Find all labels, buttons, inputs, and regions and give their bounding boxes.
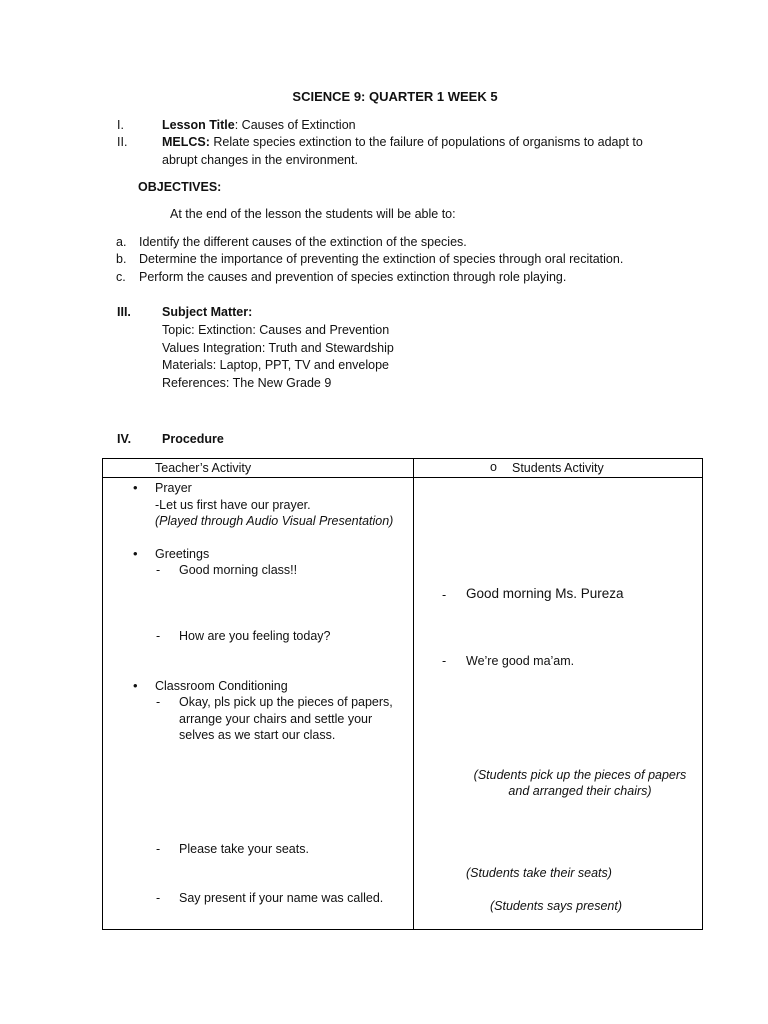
objective-a-letter: a. [116, 235, 127, 249]
take-seats-instruction: Please take your seats. [179, 842, 309, 856]
dash-icon: - [156, 695, 161, 709]
procedure-table [102, 458, 703, 930]
lesson-title-label: Lesson Title [162, 118, 235, 132]
student-response-seats: (Students take their seats) [466, 866, 612, 880]
subject-matter-heading: Subject Matter: [162, 305, 253, 319]
teacher-activity-header-cell [103, 459, 414, 478]
subject-materials: Materials: Laptop, PPT, TV and envelope [162, 358, 389, 372]
prayer-title: Prayer [155, 481, 192, 495]
document-title: SCIENCE 9: QUARTER 1 WEEK 5 [292, 89, 498, 104]
procedure-table-body-row [103, 478, 703, 930]
objective-b-text: Determine the importance of preventing the extinction of species through oral recitation. [139, 252, 624, 266]
section-2-numeral: II. [117, 135, 128, 149]
dash-icon: - [156, 842, 161, 856]
dash-icon: - [442, 654, 447, 668]
students-activity-header: Students Activity [512, 461, 604, 475]
conditioning-line-2: arrange your chairs and settle your [179, 712, 373, 726]
subject-topic: Topic: Extinction: Causes and Prevention [162, 323, 390, 337]
objectives-heading: OBJECTIVES: [138, 180, 222, 194]
melcs-label: MELCS: [162, 135, 210, 149]
dash-icon: - [156, 629, 161, 643]
students-activity-cell [414, 478, 703, 930]
student-response-feeling: We’re good ma’am. [466, 654, 575, 668]
conditioning-line-1: Okay, pls pick up the pieces of papers, [179, 695, 393, 709]
section-1-numeral: I. [117, 118, 124, 132]
melcs-line-1 [162, 134, 643, 150]
greeting-morning: Good morning class!! [179, 563, 298, 577]
objective-a-text: Identify the different causes of the extinction of the species. [139, 235, 467, 249]
objective-c-text: Perform the causes and prevention of species extinction through role playing. [139, 270, 567, 284]
subject-values: Values Integration: Truth and Stewardship [162, 341, 394, 355]
prayer-line: -Let us first have our prayer. [155, 498, 311, 512]
student-response-present: (Students says present) [490, 899, 623, 913]
students-activity-header-cell [414, 459, 703, 478]
subject-references: References: The New Grade 9 [162, 376, 332, 390]
student-response-greeting: Good morning Ms. Pureza [466, 586, 624, 601]
bullet-icon: • [133, 678, 138, 693]
objective-b-letter: b. [116, 252, 127, 266]
melcs-text-1: Relate species extinction to the failure of populations of organisms to adapt to [209, 135, 643, 149]
procedure-table-header-row [103, 459, 703, 478]
say-present-instruction: Say present if your name was called. [179, 891, 384, 905]
dash-icon: - [156, 891, 161, 905]
bullet-icon: • [133, 480, 138, 495]
bullet-icon: • [133, 546, 138, 561]
teacher-activity-cell [103, 478, 414, 930]
melcs-line-2: abrupt changes in the environment. [162, 153, 358, 167]
section-3-numeral: III. [117, 305, 131, 319]
procedure-heading: Procedure [162, 432, 224, 446]
greeting-feeling: How are you feeling today? [179, 629, 331, 643]
objectives-intro: At the end of the lesson the students will be able to: [170, 207, 456, 221]
circle-bullet-icon: o [490, 460, 497, 474]
student-response-pick-up-line-2: and arranged their chairs) [508, 784, 652, 798]
lesson-title-value: : Causes of Extinction [234, 118, 356, 132]
student-response-pick-up-line-1: (Students pick up the pieces of papers [473, 768, 687, 782]
objective-c-letter: c. [116, 270, 126, 284]
section-4-numeral: IV. [117, 432, 132, 446]
classroom-conditioning-title: Classroom Conditioning [155, 679, 288, 693]
prayer-note: (Played through Audio Visual Presentation) [155, 514, 394, 528]
conditioning-line-3: selves as we start our class. [179, 728, 336, 742]
dash-icon: - [442, 588, 447, 602]
teacher-activity-header: Teacher’s Activity [155, 461, 252, 475]
lesson-title-line [162, 117, 356, 133]
dash-icon: - [156, 563, 161, 577]
greetings-title: Greetings [155, 547, 210, 561]
